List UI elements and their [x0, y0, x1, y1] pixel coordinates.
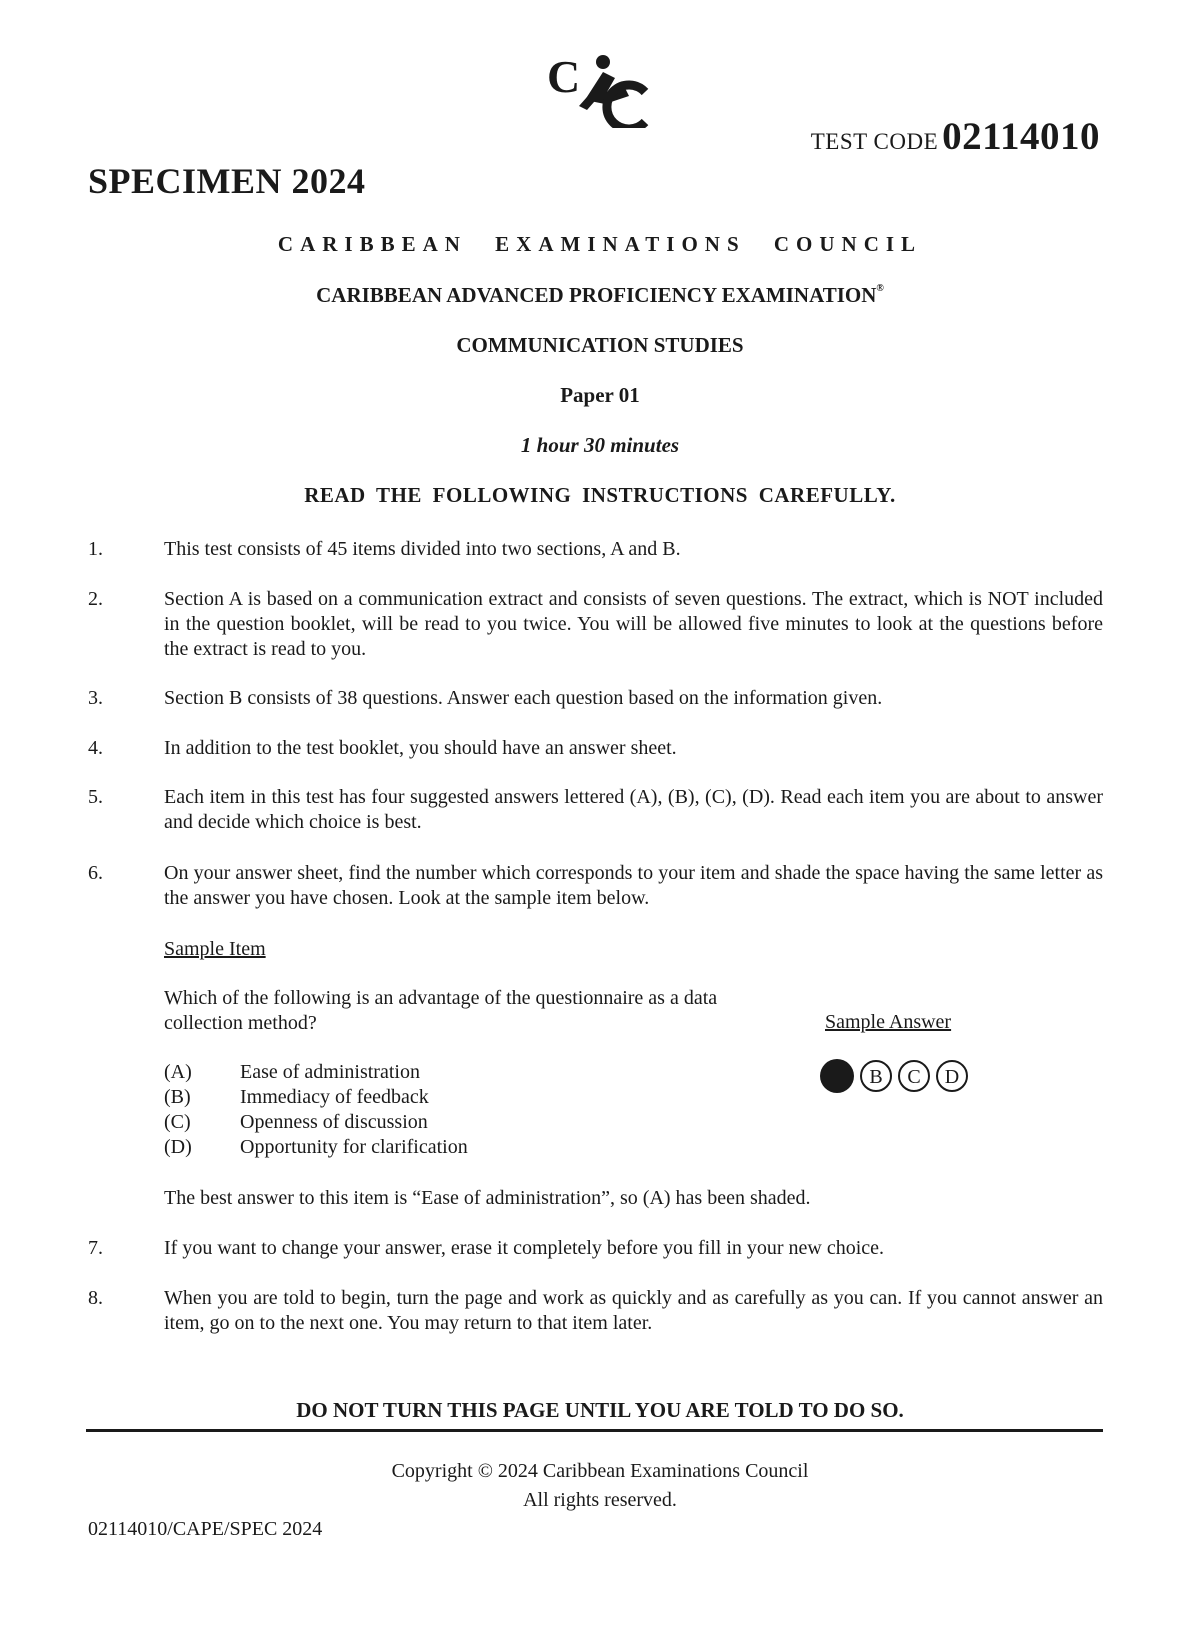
option-letter: (D) [164, 1136, 192, 1158]
instruction-item [88, 1236, 1103, 1261]
footer-code: 02114010/CAPE/SPEC 2024 [88, 1518, 323, 1540]
option-c [164, 1110, 468, 1135]
option-letter: (B) [164, 1086, 191, 1108]
sample-item-label: Sample Item [164, 938, 266, 960]
instruction-text: This test consists of 45 items divided into two sections, A and B. [164, 538, 681, 560]
option-d [164, 1135, 468, 1160]
bubble-c-letter: C [907, 1066, 921, 1088]
instruction-item [88, 1286, 1103, 1336]
instruction-item [88, 785, 1103, 835]
sample-options [164, 1060, 468, 1160]
instruction-number: 8. [88, 1287, 103, 1309]
option-a [164, 1060, 468, 1085]
council-name: CARIBBEAN EXAMINATIONS COUNCIL [277, 232, 923, 256]
test-code-label: TEST CODE [810, 129, 939, 154]
instruction-item [88, 736, 1103, 761]
instruction-text: Section A is based on a communication extract and consists of seven questions. The extract, which is NOT included in the question booklet, will be read to you twice. You will be allowed five minutes to look at the questions before the extract is read to you. [164, 588, 1103, 660]
option-text: Immediacy of feedback [240, 1086, 429, 1108]
svg-text:C: C [547, 51, 581, 102]
instruction-number: 6. [88, 862, 103, 884]
copyright-line: Copyright © 2024 Caribbean Examinations Council [391, 1460, 809, 1482]
instructions-heading: READ THE FOLLOWING INSTRUCTIONS CAREFULLY. [304, 483, 896, 507]
instruction-number: 5. [88, 786, 103, 808]
sample-question: Which of the following is an advantage of the questionnaire as a data collection method? [164, 987, 718, 1034]
exam-name-text: CARIBBEAN ADVANCED PROFICIENCY EXAMINATION [316, 283, 877, 307]
answer-bubbles [818, 1056, 978, 1096]
sample-answer-label: Sample Answer [825, 1011, 952, 1033]
option-b [164, 1085, 468, 1110]
instruction-item [88, 587, 1103, 662]
subject-title: COMMUNICATION STUDIES [456, 333, 744, 357]
option-letter: (A) [164, 1061, 192, 1083]
registered-mark: ® [876, 283, 884, 294]
do-not-turn-warning: DO NOT TURN THIS PAGE UNTIL YOU ARE TOLD TO DO SO. [296, 1398, 904, 1422]
instruction-number: 7. [88, 1237, 103, 1259]
option-text: Openness of discussion [240, 1111, 428, 1133]
divider [86, 1429, 1103, 1432]
instruction-text: Section B consists of 38 questions. Answer each question based on the information given. [164, 687, 883, 709]
instruction-text: In addition to the test booklet, you should have an answer sheet. [164, 737, 677, 759]
instruction-text: Each item in this test has four suggested answers lettered (A), (B), (C), (D). Read each item you are about to answer and decide which choice is best. [164, 786, 1103, 833]
option-text: Ease of administration [240, 1061, 420, 1083]
test-code-number: 02114010 [942, 115, 1100, 158]
instruction-number: 4. [88, 737, 103, 759]
instruction-number: 2. [88, 588, 103, 610]
duration: 1 hour 30 minutes [520, 433, 680, 457]
cxc-logo-icon [545, 48, 655, 128]
instruction-text: If you want to change your answer, erase it completely before you fill in your new choice. [164, 1237, 885, 1259]
instruction-item [88, 537, 1103, 562]
instruction-item [88, 861, 1103, 911]
bubble-a-filled [820, 1059, 854, 1093]
option-letter: (C) [164, 1111, 191, 1133]
instruction-text: On your answer sheet, find the number which corresponds to your item and shade the space having the same letter as the answer you have chosen. Look at the sample item below. [164, 862, 1103, 909]
copyright [0, 1457, 1200, 1515]
instruction-number: 3. [88, 687, 103, 709]
paper-number: Paper 01 [560, 383, 640, 407]
instruction-number: 1. [88, 538, 103, 560]
sample-explanation: The best answer to this item is “Ease of administration”, so (A) has been shaded. [164, 1187, 811, 1209]
specimen-title: SPECIMEN 2024 [88, 161, 366, 201]
instruction-item [88, 686, 1103, 711]
option-text: Opportunity for clarification [240, 1136, 468, 1158]
rights-line: All rights reserved. [523, 1489, 677, 1511]
instruction-text: When you are told to begin, turn the page and work as quickly and as carefully as you can. If you cannot answer an item, go on to the next one. You may return to that item later. [164, 1287, 1103, 1334]
bubble-d-letter: D [944, 1066, 960, 1088]
bubble-b-letter: B [869, 1066, 883, 1088]
exam-name [0, 283, 1200, 308]
test-code [811, 114, 1100, 159]
